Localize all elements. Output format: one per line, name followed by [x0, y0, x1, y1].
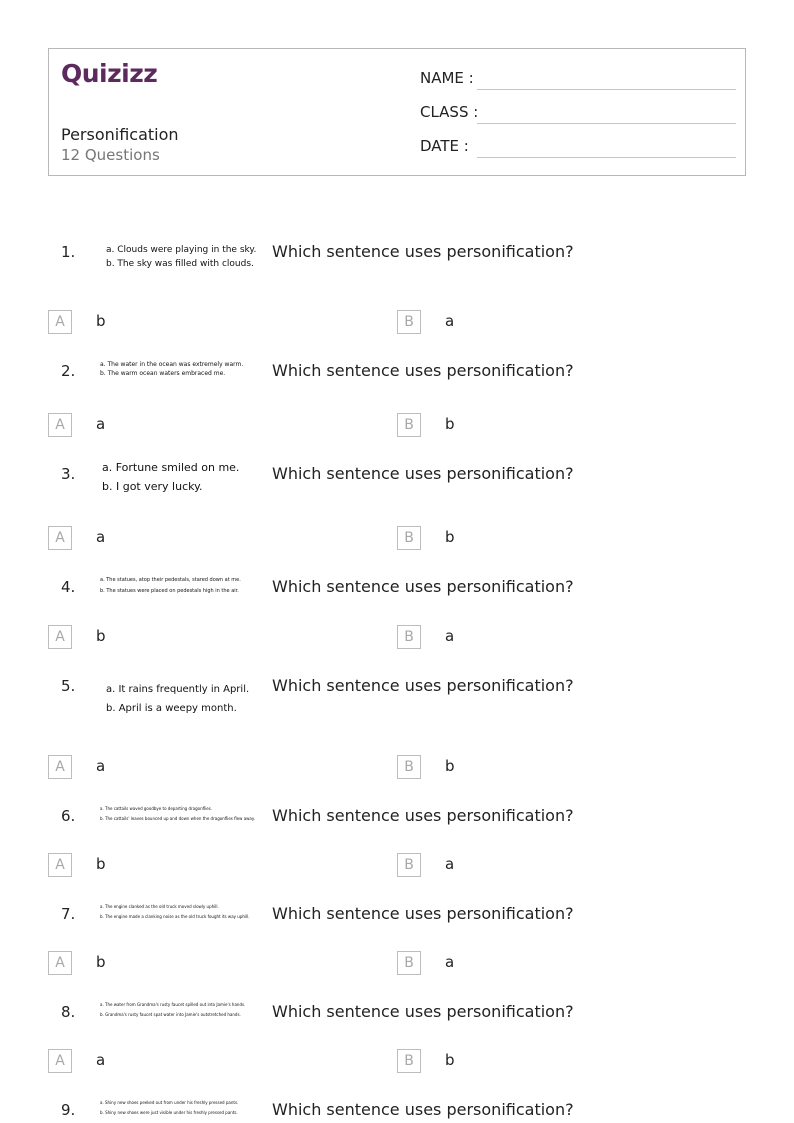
image-option-a: a. The water in the ocean was extremely warm. — [100, 361, 244, 368]
question-text: Which sentence uses personification? — [272, 464, 574, 483]
question-image — [96, 680, 256, 718]
question-image — [96, 360, 256, 378]
name-line[interactable] — [477, 89, 736, 90]
image-option-a: a. Fortune smiled on me. — [102, 461, 240, 474]
answer-b-text: a — [445, 953, 455, 971]
answer-a-text: b — [96, 627, 106, 645]
image-option-b: b. The warm ocean waters embraced me. — [100, 370, 226, 377]
answer-a-box[interactable]: A — [48, 853, 72, 877]
question-image — [96, 804, 256, 823]
image-option-a: a. Shiny new shoes peeked out from under his freshly pressed pants. — [100, 1100, 239, 1105]
question-image — [96, 575, 256, 597]
answer-a-text: a — [96, 528, 106, 546]
answer-b-box[interactable]: B — [397, 413, 421, 437]
answer-b-text: b — [445, 415, 455, 433]
question-text: Which sentence uses personification? — [272, 1002, 574, 1021]
answer-a-text: b — [96, 312, 106, 330]
answer-b-text: b — [445, 757, 455, 775]
question-image — [96, 244, 256, 271]
answer-a-box[interactable]: A — [48, 413, 72, 437]
question-number: 1. — [61, 243, 76, 261]
worksheet-header — [48, 48, 746, 176]
answer-b-text: a — [445, 627, 455, 645]
answer-b-text: a — [445, 855, 455, 873]
answer-b-text: a — [445, 312, 455, 330]
answer-b-text: b — [445, 1051, 455, 1069]
answer-a-box[interactable]: A — [48, 526, 72, 550]
question-number: 5. — [61, 677, 76, 695]
question-count: 12 Questions — [61, 146, 160, 164]
image-option-b: b. April is a weepy month. — [106, 703, 237, 714]
class-line[interactable] — [477, 123, 736, 124]
date-label: DATE : — [420, 137, 469, 155]
question-number: 2. — [61, 362, 76, 380]
answer-a-box[interactable]: A — [48, 1049, 72, 1073]
answer-b-box[interactable]: B — [397, 625, 421, 649]
question-number: 8. — [61, 1003, 76, 1021]
class-field[interactable] — [420, 103, 735, 127]
question-text: Which sentence uses personification? — [272, 806, 574, 825]
image-option-a: a. Clouds were playing in the sky. — [106, 245, 257, 255]
image-option-a: a. It rains frequently in April. — [106, 684, 250, 695]
question-image — [96, 1098, 256, 1117]
image-option-a: a. The water from Grandma's rusty faucet spilled out into Jamie's hands. — [100, 1002, 246, 1007]
answer-b-box[interactable]: B — [397, 951, 421, 975]
question-number: 9. — [61, 1101, 76, 1119]
name-field[interactable] — [420, 69, 735, 93]
answer-a-box[interactable]: A — [48, 625, 72, 649]
question-number: 4. — [61, 578, 76, 596]
answer-a-box[interactable]: A — [48, 310, 72, 334]
date-field[interactable] — [420, 137, 735, 161]
image-option-b: b. The sky was filled with clouds. — [106, 258, 254, 269]
date-line[interactable] — [477, 157, 736, 158]
answer-a-text: b — [96, 953, 106, 971]
answer-a-box[interactable]: A — [48, 755, 72, 779]
image-option-a: a. The statues, atop their pedestals, stared down at me. — [100, 577, 241, 583]
answer-b-text: b — [445, 528, 455, 546]
question-text: Which sentence uses personification? — [272, 904, 574, 923]
answer-b-box[interactable]: B — [397, 1049, 421, 1073]
name-label: NAME : — [420, 69, 474, 87]
image-option-a: a. The cattails waved goodbye to departing dragonflies. — [100, 806, 213, 811]
answer-a-box[interactable]: A — [48, 951, 72, 975]
image-option-b: b. Shiny new shoes were just visible under his freshly pressed pants. — [100, 1109, 238, 1115]
worksheet-title: Personification — [61, 125, 179, 144]
question-text: Which sentence uses personification? — [272, 361, 574, 380]
question-text: Which sentence uses personification? — [272, 577, 574, 596]
question-text: Which sentence uses personification? — [272, 676, 574, 695]
answer-b-box[interactable]: B — [397, 526, 421, 550]
image-option-b: b. The engine made a clanking noise as the old truck fought its way uphill. — [100, 913, 250, 919]
answer-b-box[interactable]: B — [397, 310, 421, 334]
image-option-b: b. The cattails' leaves bounced up and down when the dragonflies flew away. — [100, 815, 255, 821]
image-option-a: a. The engine clanked as the old truck moved slowly uphill. — [100, 904, 219, 909]
question-text: Which sentence uses personification? — [272, 242, 574, 261]
question-text: Which sentence uses personification? — [272, 1100, 574, 1119]
image-option-b: b. Grandma's rusty faucet spat water into Jamie's outstretched hands. — [100, 1011, 241, 1017]
quizizz-logo: Quizizz — [61, 59, 158, 88]
image-option-b: b. The statues were placed on pedestals high in the air. — [100, 588, 239, 594]
question-number: 3. — [61, 465, 76, 483]
question-number: 7. — [61, 905, 76, 923]
answer-a-text: a — [96, 1051, 106, 1069]
image-option-b: b. I got very lucky. — [102, 480, 203, 494]
answer-a-text: a — [96, 757, 106, 775]
question-image — [96, 902, 256, 921]
question-image — [96, 1000, 256, 1019]
class-label: CLASS : — [420, 103, 479, 121]
question-number: 6. — [61, 807, 76, 825]
answer-a-text: b — [96, 855, 106, 873]
answer-a-text: a — [96, 415, 106, 433]
answer-b-box[interactable]: B — [397, 755, 421, 779]
answer-b-box[interactable]: B — [397, 853, 421, 877]
question-image — [96, 458, 256, 497]
